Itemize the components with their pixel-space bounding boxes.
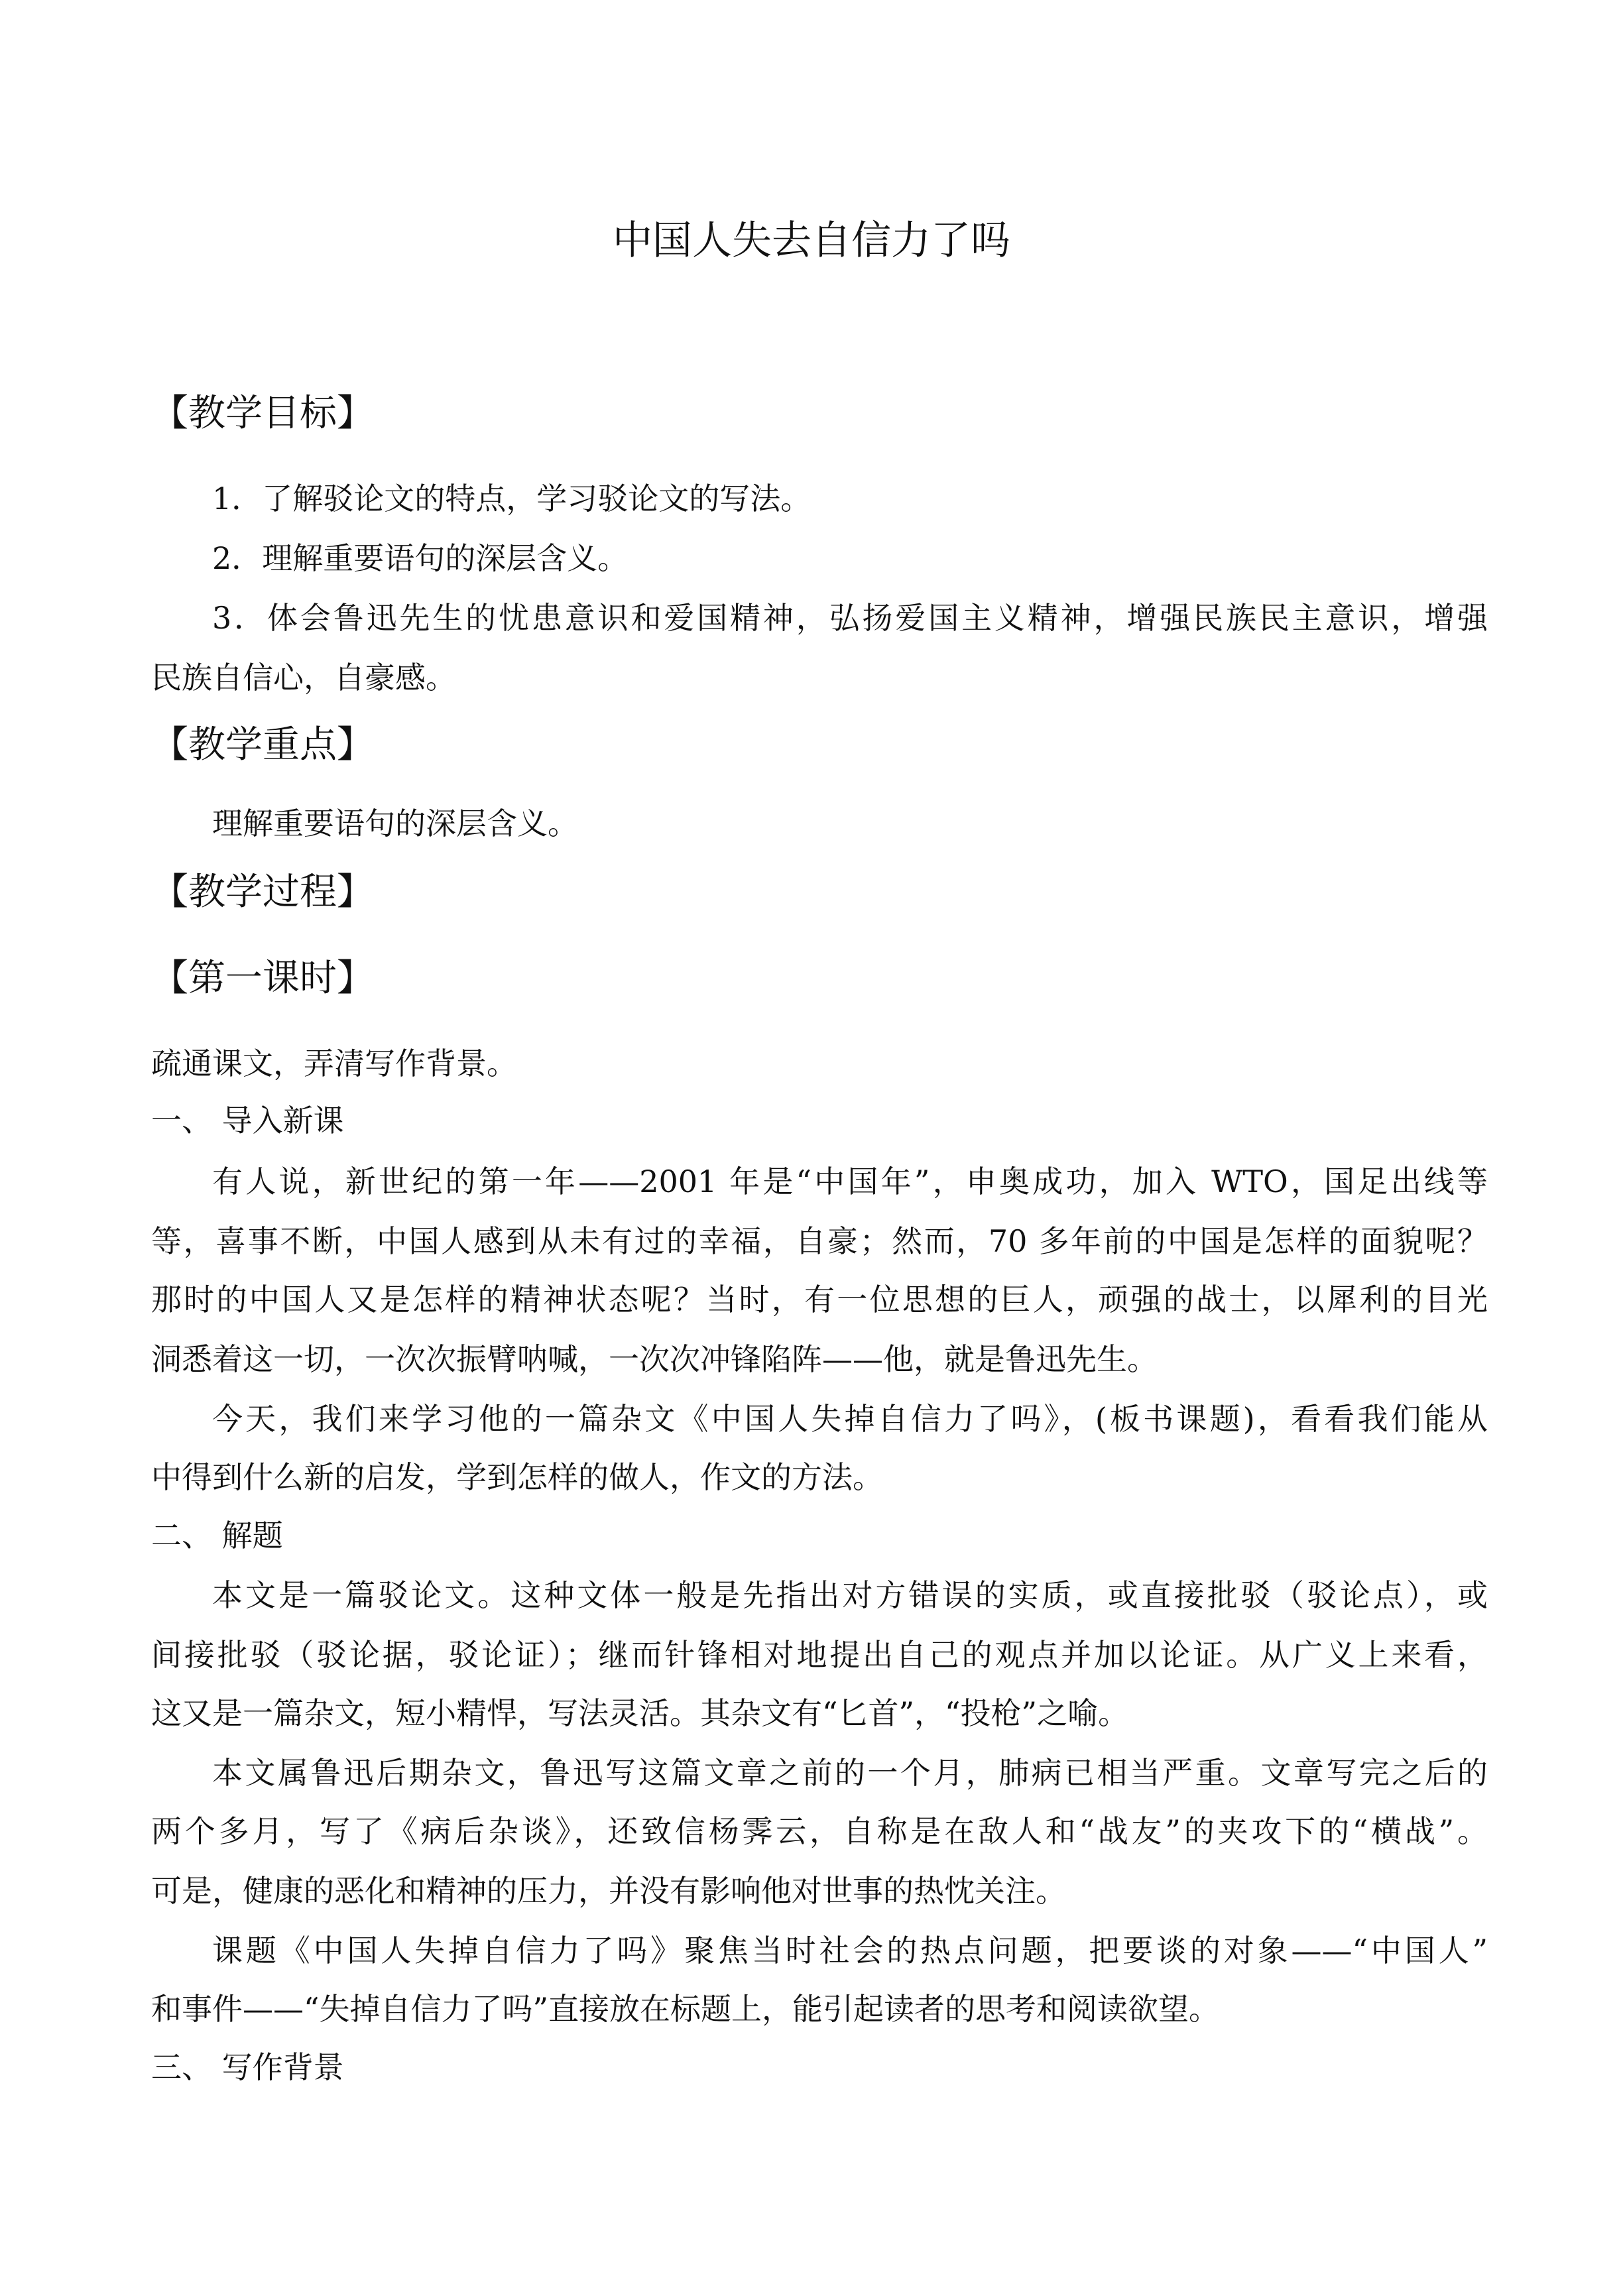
part1-line-4: 洞悉着这一切，一次次振臂呐喊，一次次冲锋陷阵——他，就是鲁迅先生。 xyxy=(151,1341,1158,1377)
objective-item-1: 1．了解驳论文的特点，学习驳论文的写法。 xyxy=(212,481,812,516)
objectives-heading: 【教学目标】 xyxy=(151,392,374,435)
part2-line-2: 间接批驳（驳论据，驳论证）；继而针锋相对地提出自己的观点并加以论证。从广义上来看， xyxy=(151,1637,1488,1673)
focus-text: 理解重要语句的深层含义。 xyxy=(212,806,578,841)
objective-item-3: 3．体会鲁迅先生的忧患意识和爱国精神，弘扬爱国主义精神，增强民族民主意识，增强 xyxy=(212,600,1488,636)
part1-line-2: 等，喜事不断，中国人感到从未有过的幸福，自豪；然而，70 多年前的中国是怎样的面貌呢？ xyxy=(151,1223,1488,1259)
part2-line-3: 这又是一篇杂文，短小精悍，写法灵活。其杂文有“匕首”，“投枪”之喻。 xyxy=(151,1695,1129,1731)
objective-item-2: 2．理解重要语句的深层含义。 xyxy=(212,540,629,576)
part2b-line-3: 可是，健康的恶化和精神的压力，并没有影响他对世事的热忱关注。 xyxy=(151,1873,1066,1909)
part1b-line-1: 今天，我们来学习他的一篇杂文《中国人失掉自信力了吗》，(板书课题)，看看我们能从 xyxy=(212,1401,1488,1437)
focus-heading: 【教学重点】 xyxy=(151,723,374,766)
part2c-line-2: 和事件——“失掉自信力了吗”直接放在标题上，能引起读者的思考和阅读欲望。 xyxy=(151,1991,1220,2027)
process-heading: 【教学过程】 xyxy=(151,871,374,914)
part2-title: 二、 解题 xyxy=(151,1518,283,1553)
part2-line-1: 本文是一篇驳论文。这种文体一般是先指出对方错误的实质，或直接批驳（驳论点），或 xyxy=(212,1577,1488,1613)
lesson1-intro: 疏通课文，弄清写作背景。 xyxy=(151,1046,517,1081)
part1b-line-2: 中得到什么新的启发，学到怎样的做人，作文的方法。 xyxy=(151,1459,883,1495)
part1-title: 一、 导入新课 xyxy=(151,1103,344,1138)
part2b-line-1: 本文属鲁迅后期杂文，鲁迅写这篇文章之前的一个月，肺病已相当严重。文章写完之后的 xyxy=(212,1755,1488,1791)
part1-line-1: 有人说，新世纪的第一年——2001 年是“中国年”，申奥成功，加入 WTO，国足出线等 xyxy=(212,1164,1488,1199)
lesson1-heading: 【第一课时】 xyxy=(151,957,374,1000)
part1-line-3: 那时的中国人又是怎样的精神状态呢？当时，有一位思想的巨人，顽强的战士，以犀利的目光 xyxy=(151,1282,1488,1317)
part2b-line-2: 两个多月，写了《病后杂谈》，还致信杨霁云，自称是在敌人和“战友”的夹攻下的“横战”。 xyxy=(151,1813,1488,1849)
document-title: 中国人失去自信力了吗 xyxy=(613,217,1010,264)
part3-title: 三、 写作背景 xyxy=(151,2049,344,2085)
part2c-line-1: 课题《中国人失掉自信力了吗》聚焦当时社会的热点问题，把要谈的对象——“中国人” xyxy=(212,1933,1488,1968)
objective-item-3-cont: 民族自信心，自豪感。 xyxy=(151,660,456,695)
